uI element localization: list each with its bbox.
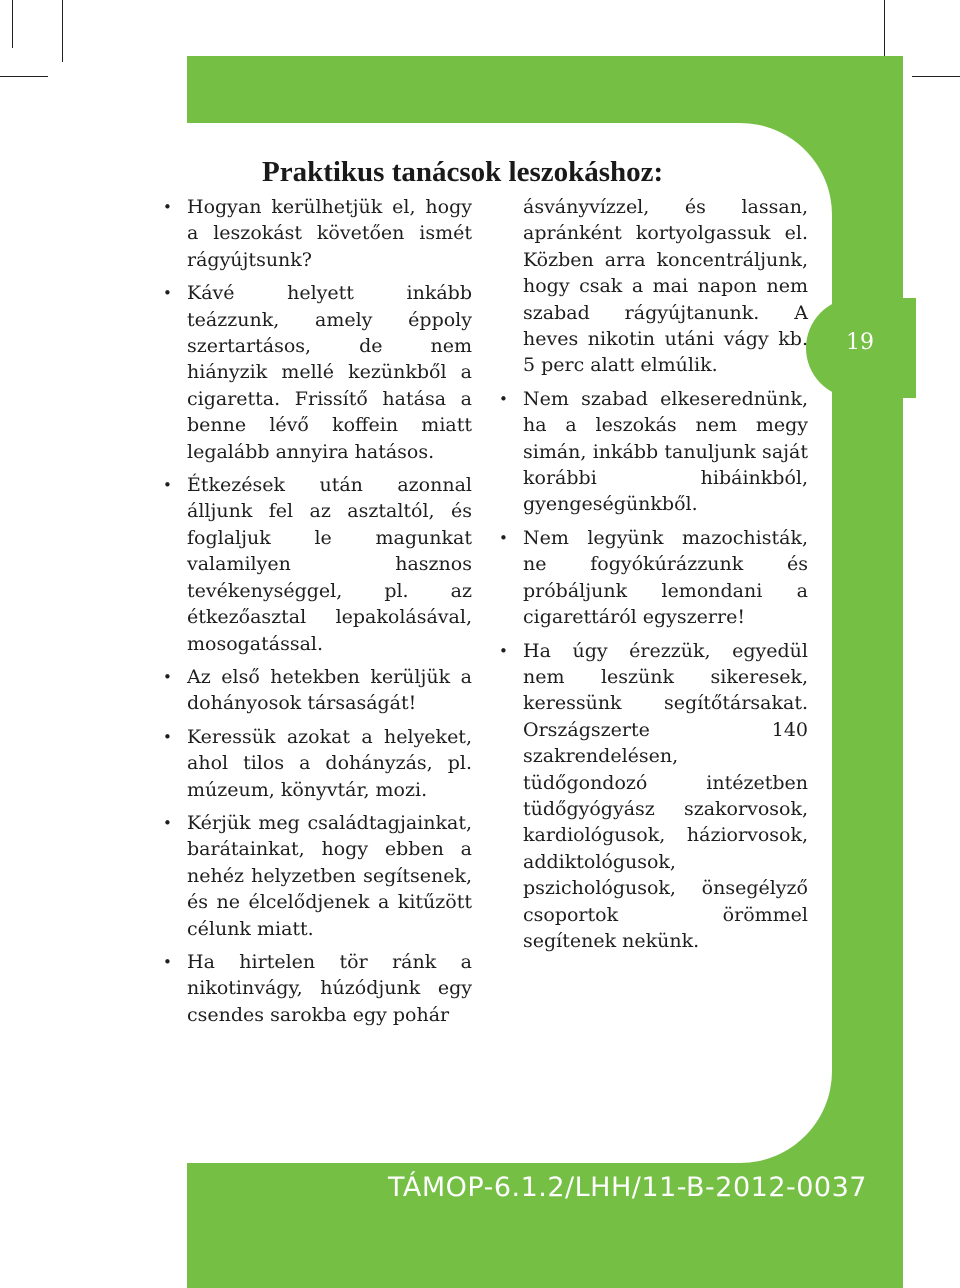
bullet-icon: • xyxy=(163,727,172,746)
bullet-icon: • xyxy=(163,667,172,686)
crop-mark-top-left-v2 xyxy=(12,0,13,48)
list-item-text: Nem szabad elkeserednünk, ha a leszokás nem megy simán, inkább tanuljunk saját korábbi hibáinkból, gyengeségünkből. xyxy=(523,387,808,516)
list-item-text: Kávé helyett inkább teázzunk, amely éppoly szertartásos, de nem hiányzik mellé kezünkből a cigaretta. Frissítő hatása a benne lévő koffein miatt legalább annyira hatásos. xyxy=(187,282,472,463)
bullet-icon: • xyxy=(499,389,508,408)
right-column xyxy=(496,194,808,961)
left-column-list xyxy=(160,194,472,1035)
page-title: Praktikus tanácsok leszokáshoz: xyxy=(262,156,664,188)
list-item-text: Ha hirtelen tör ránk a nikotinvágy, húzódjunk egy csendes sarokba egy pohár xyxy=(187,950,472,1026)
crop-mark-top-right-h xyxy=(912,76,960,77)
list-item xyxy=(496,525,808,631)
list-item-text: Az első hetekben kerüljük a dohányosok társaságát! xyxy=(187,665,472,715)
crop-mark-top-right-v xyxy=(884,0,885,62)
list-item xyxy=(496,638,808,955)
list-item xyxy=(160,810,472,942)
bullet-icon: • xyxy=(163,813,172,832)
bullet-icon: • xyxy=(163,198,172,216)
list-item xyxy=(160,664,472,717)
crop-mark-top-left-h xyxy=(0,76,48,77)
list-item-continuation: ásványvízzel, és lassan, apránként kortyolgassuk el. Közben arra koncentráljunk, hogy csak a mai napon nem szabad rágyújtanunk. A heves nikotin utáni vágy kb. 5 perc alatt elmúlik. xyxy=(523,196,808,377)
bullet-icon: • xyxy=(163,476,172,495)
list-item-text: Kérjük meg családtagjainkat, barátainkat, hogy ebben a nehéz helyzetben segítsenek, és ne élcelődjenek a kitűzött célunk miatt. xyxy=(187,811,472,940)
list-item xyxy=(160,194,472,273)
list-item-text: Hogyan kerülhetjük el, hogy a leszokást követően ismét rágyújtsunk? xyxy=(187,196,472,271)
list-item xyxy=(160,472,472,657)
bullet-icon: • xyxy=(499,641,508,660)
list-item-text: Nem legyünk mazochisták, ne fogyókúrázzunk és próbáljunk lemondani a cigarettáról egyszerre! xyxy=(523,526,808,629)
list-item xyxy=(160,724,472,803)
list-item-text: Étkezések után azonnal álljunk fel az asztaltól, és foglaljuk le magunkat valamilyen hasznos tevékenységgel, pl. az étkezőasztal lepakolásával, mosogatással. xyxy=(187,474,472,655)
bullet-icon: • xyxy=(499,528,508,547)
page-number: 19 xyxy=(846,330,874,355)
right-column-list xyxy=(496,386,808,955)
bullet-icon: • xyxy=(163,952,172,971)
footer-project-code: TÁMOP-6.1.2/LHH/11-B-2012-0037 xyxy=(388,1172,867,1203)
list-item xyxy=(160,280,472,465)
list-item-text: Keressük azokat a helyeket, ahol tilos a dohányzás, pl. múzeum, könyvtár, mozi. xyxy=(187,725,472,801)
list-item-text: Ha úgy érezzük, egyedül nem leszünk sikeresek, keressünk segítőtársakat. Országszerte 140 szakrendelésen, tüdőgondozó intézetben tüdőgyógyász szakorvosok, kardiológusok, háziorvosok, addiktológusok, pszichológusok, önsegélyző csoportok örömmel segítenek nekünk. xyxy=(523,639,808,952)
list-item xyxy=(160,949,472,1028)
bullet-icon: • xyxy=(163,284,172,303)
list-item xyxy=(496,386,808,518)
crop-mark-top-left-v xyxy=(62,0,63,62)
